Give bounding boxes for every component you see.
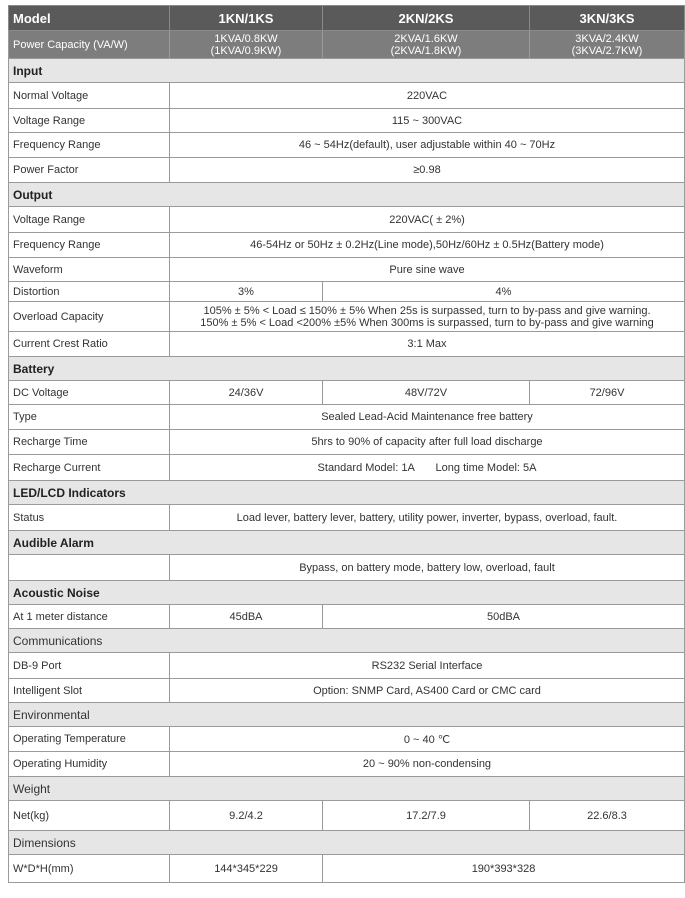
section-title: Acoustic Noise [9,581,685,605]
spec-label: W*D*H(mm) [9,855,170,883]
spec-value: 4% [323,282,685,302]
spec-value: 46 ~ 54Hz(default), user adjustable within 40 ~ 70Hz [170,133,685,158]
spec-value: 5hrs to 90% of capacity after full load discharge [170,430,685,455]
section-output [9,183,685,207]
section-input [9,59,685,83]
section-weight [9,777,685,801]
row-noise-distance [9,605,685,629]
spec-value: 50dBA [323,605,685,629]
section-battery [9,357,685,381]
spec-label: DB-9 Port [9,653,170,679]
spec-value: Bypass, on battery mode, battery low, overload, fault [170,555,685,581]
spec-value: 220VAC [170,83,685,109]
power-capacity-3kn: 3KVA/2.4KW (3KVA/2.7KW) [530,31,685,59]
row-battery-recharge-current [9,455,685,481]
row-battery-recharge-time [9,430,685,455]
section-environmental [9,703,685,727]
row-output-frequency-range [9,233,685,258]
spec-label: Intelligent Slot [9,679,170,703]
spec-label: Normal Voltage [9,83,170,109]
spec-value: Pure sine wave [170,258,685,282]
row-env-humidity [9,752,685,777]
row-weight-net [9,801,685,831]
spec-value: 105% ± 5% < Load ≤ 150% ± 5% When 25s is surpassed, turn to by-pass and give warning. 150% ± 5% < Load <200% ±5% When 300ms is surpassed, turn to by-pass and give warning [170,302,685,332]
row-output-voltage-range [9,207,685,233]
row-env-temp [9,727,685,752]
section-noise [9,581,685,605]
section-alarm [9,531,685,555]
row-dimensions-wdh [9,855,685,883]
spec-label [9,555,170,581]
row-output-overload [9,302,685,332]
row-comm-db9 [9,653,685,679]
spec-label: Overload Capacity [9,302,170,332]
row-battery-type [9,405,685,430]
spec-value: 190*393*328 [323,855,685,883]
spec-value: 45dBA [170,605,323,629]
spec-label: Voltage Range [9,109,170,133]
spec-value: Load lever, battery lever, battery, utility power, inverter, bypass, overload, fault. [170,505,685,531]
spec-label: DC Voltage [9,381,170,405]
spec-value: 72/96V [530,381,685,405]
spec-label: Type [9,405,170,430]
spec-value: Option: SNMP Card, AS400 Card or CMC card [170,679,685,703]
spec-label: Distortion [9,282,170,302]
row-input-frequency-range [9,133,685,158]
model-2kn: 2KN/2KS [323,6,530,31]
spec-value: 20 ~ 90% non-condensing [170,752,685,777]
spec-label: Voltage Range [9,207,170,233]
section-title: Input [9,59,685,83]
section-dimensions [9,831,685,855]
spec-value: Sealed Lead-Acid Maintenance free battery [170,405,685,430]
row-output-waveform [9,258,685,282]
power-capacity-2kn: 2KVA/1.6KW (2KVA/1.8KW) [323,31,530,59]
spec-label: Net(kg) [9,801,170,831]
spec-label: Recharge Time [9,430,170,455]
row-battery-dc-voltage [9,381,685,405]
spec-label: Current Crest Ratio [9,332,170,357]
spec-label: Frequency Range [9,133,170,158]
model-1kn: 1KN/1KS [170,6,323,31]
spec-value: 22.6/8.3 [530,801,685,831]
section-title: LED/LCD Indicators [9,481,685,505]
spec-value: RS232 Serial Interface [170,653,685,679]
row-input-power-factor [9,158,685,183]
spec-value: 115 ~ 300VAC [170,109,685,133]
spec-value: 0 ~ 40 ℃ [170,727,685,752]
spec-value: 144*345*229 [170,855,323,883]
section-title: Audible Alarm [9,531,685,555]
row-output-distortion [9,282,685,302]
spec-label: Operating Humidity [9,752,170,777]
spec-value: Standard Model: 1A Long time Model: 5A [170,455,685,481]
header-row [9,6,685,31]
section-title: Dimensions [9,831,685,855]
power-capacity-label: Power Capacity (VA/W) [9,31,170,59]
spec-value: 17.2/7.9 [323,801,530,831]
spec-value: 9.2/4.2 [170,801,323,831]
spec-value: 46-54Hz or 50Hz ± 0.2Hz(Line mode),50Hz/60Hz ± 0.5Hz(Battery mode) [170,233,685,258]
section-communications [9,629,685,653]
section-title: Environmental [9,703,685,727]
row-input-normal-voltage [9,83,685,109]
row-input-voltage-range [9,109,685,133]
power-capacity-1kn: 1KVA/0.8KW (1KVA/0.9KW) [170,31,323,59]
spec-label: At 1 meter distance [9,605,170,629]
row-comm-slot [9,679,685,703]
model-3kn: 3KN/3KS [530,6,685,31]
model-label: Model [9,6,170,31]
spec-value: ≥0.98 [170,158,685,183]
spec-label: Status [9,505,170,531]
spec-value: 48V/72V [323,381,530,405]
section-indicators [9,481,685,505]
spec-label: Recharge Current [9,455,170,481]
section-title: Battery [9,357,685,381]
spec-value: 3:1 Max [170,332,685,357]
power-capacity-row [9,31,685,59]
spec-label: Frequency Range [9,233,170,258]
row-alarm [9,555,685,581]
row-indicators-status [9,505,685,531]
row-output-crest-ratio [9,332,685,357]
spec-label: Power Factor [9,158,170,183]
section-title: Communications [9,629,685,653]
spec-label: Operating Temperature [9,727,170,752]
spec-value: 3% [170,282,323,302]
spec-label: Waveform [9,258,170,282]
spec-value: 24/36V [170,381,323,405]
spec-value: 220VAC( ± 2%) [170,207,685,233]
spec-table [8,5,685,883]
section-title: Output [9,183,685,207]
section-title: Weight [9,777,685,801]
